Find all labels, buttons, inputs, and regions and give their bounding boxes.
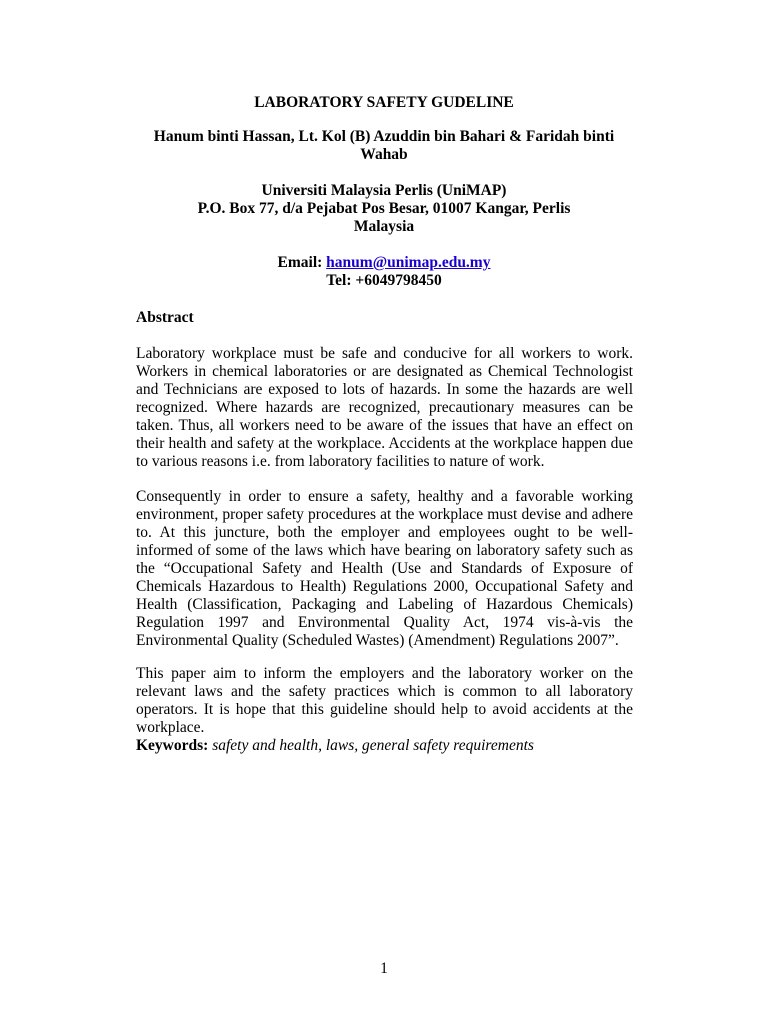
abstract-heading: Abstract [136, 309, 194, 326]
author-list [100, 128, 668, 164]
affiliation [100, 182, 668, 236]
telephone: Tel: +6049798450 [326, 272, 442, 289]
author-line: Wahab [360, 146, 408, 163]
email-label: Email: [277, 254, 327, 271]
author-line: Hanum binti Hassan, Lt. Kol (B) Azuddin bin Bahari & Faridah binti [153, 128, 615, 145]
email-link[interactable]: hanum@unimap.edu.my [326, 254, 491, 271]
paper-title: LABORATORY SAFETY GUDELINE [254, 94, 514, 111]
page-number: 1 [380, 960, 388, 977]
keywords-line [136, 737, 534, 755]
email-line [100, 254, 668, 272]
abstract-paragraph: Laboratory workplace must be safe and conducive for all workers to work. Workers in chemical laboratories or are designated as Chemical Technologist and Technicians are exposed to lots of hazards. In some the hazards are well recognized. Where hazards are recognized, precautionary measures can be taken. Thus, all workers need to be aware of the issues that have an effect on their health and safety at the workplace. Accidents at the workplace happen due to various reasons i.e. from laboratory facilities to nature of work. [136, 345, 633, 470]
affiliation-line: Malaysia [353, 218, 415, 235]
affiliation-line: Universiti Malaysia Perlis (UniMAP) [261, 182, 507, 199]
affiliation-line: P.O. Box 77, d/a Pejabat Pos Besar, 01007 Kangar, Perlis [197, 200, 571, 217]
keywords-label: Keywords: [136, 737, 209, 754]
abstract-paragraph: This paper aim to inform the employers and the laboratory worker on the relevant laws and the safety practices which is common to all laboratory operators. It is hope that this guideline should help to avoid accidents at the workplace. [136, 665, 633, 736]
abstract-paragraph: Consequently in order to ensure a safety, healthy and a favorable working environment, proper safety procedures at the workplace must devise and adhere to. At this juncture, both the employer and employees ought to be well-informed of some of the laws which have bearing on laboratory safety such as the “Occupational Safety and Health (Use and Standards of Exposure of Chemicals Hazardous to Health) Regulations 2000, Occupational Safety and Health (Classification, Packaging and Labeling of Hazardous Chemicals) Regulation 1997 and Environmental Quality Act, 1974 vis-à-vis the Environmental Quality (Scheduled Wastes) (Amendment) Regulations 2007”. [136, 488, 633, 649]
keywords-text: safety and health, laws, general safety requirements [208, 737, 534, 754]
contact-info [100, 254, 668, 290]
